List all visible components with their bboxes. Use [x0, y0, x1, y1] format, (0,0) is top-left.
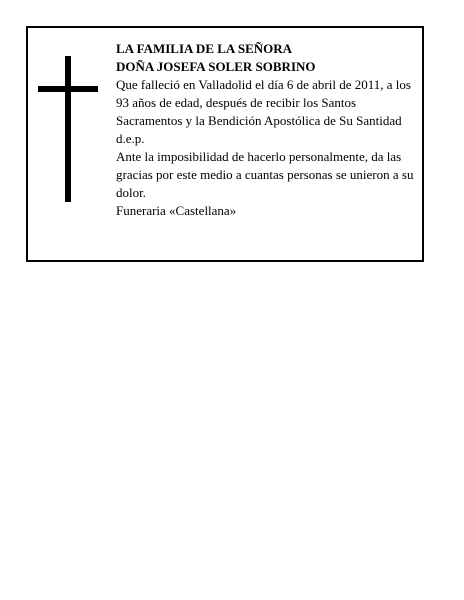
heading-family: LA FAMILIA DE LA SEÑORA — [116, 41, 293, 56]
heading-deceased-name: DOÑA JOSEFA SOLER SOBRINO — [116, 59, 316, 74]
cross-vertical-bar — [65, 56, 71, 202]
thanks-paragraph: Ante la imposibilidad de hacerlo personalmente, da las gracias por este medio a cuantas personas se unieron a su dolor. — [116, 149, 414, 200]
cross-horizontal-bar — [38, 86, 98, 92]
funeral-home-line: Funeraria «Castellana» — [116, 203, 237, 218]
cross-icon — [38, 56, 98, 202]
notice-text — [116, 40, 418, 220]
obituary-notice — [26, 26, 424, 262]
death-announcement-paragraph: Que falleció en Valladolid el día 6 de abril de 2011, a los 93 años de edad, después de recibir los Santos Sacramentos y la Bendición Apostólica de Su Santidad d.e.p. — [116, 77, 411, 146]
